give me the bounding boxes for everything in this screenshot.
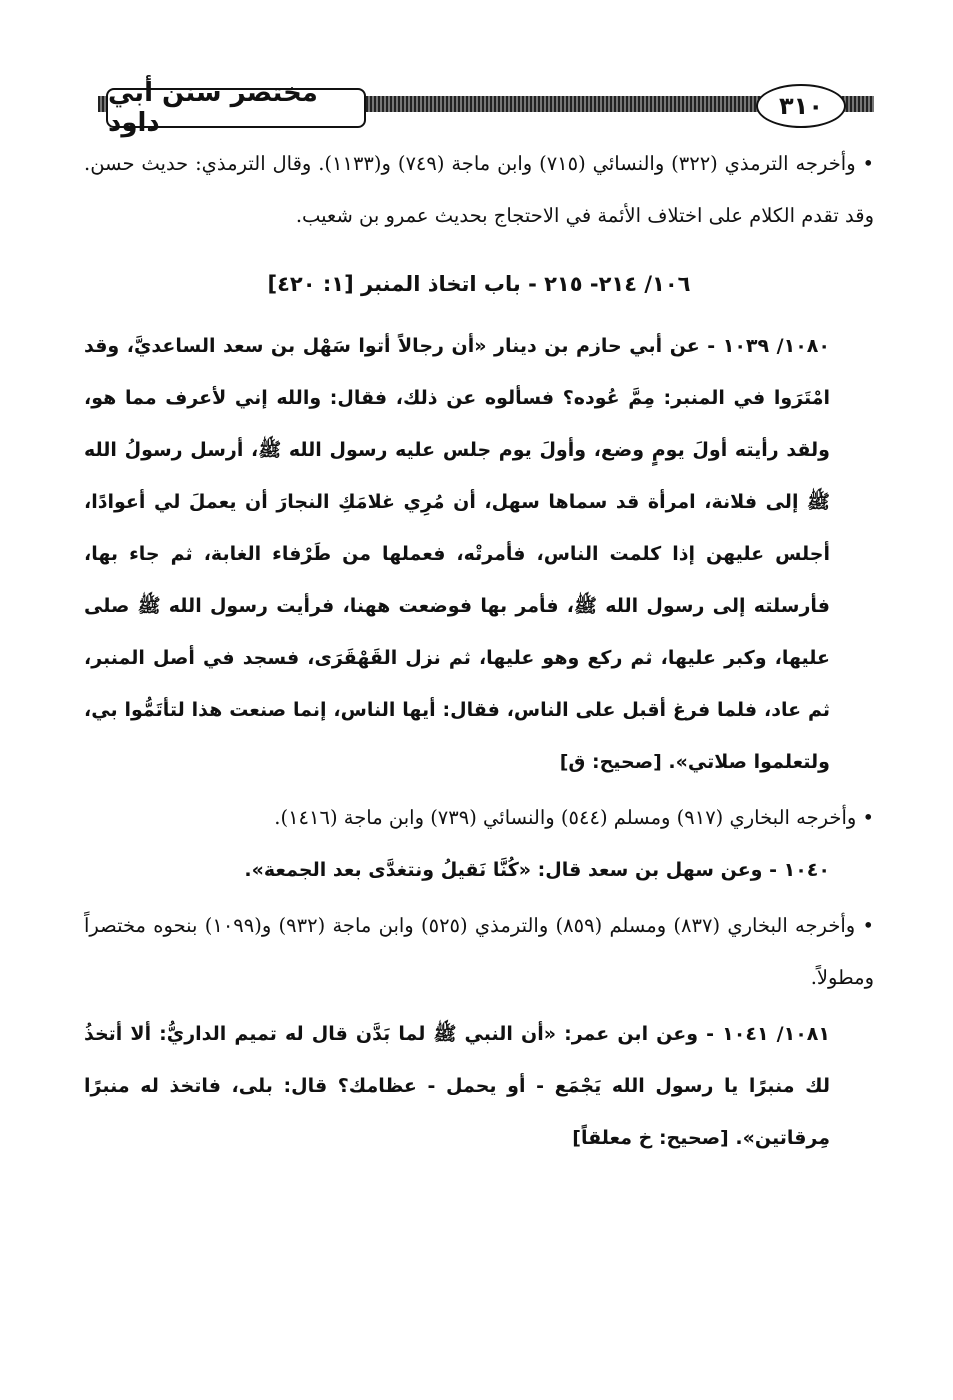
chapter-heading: ١٠٦/ ٢١٤- ٢١٥ - باب اتخاذ المنبر [١: ٤٢٠] (267, 272, 691, 296)
hadith-text: ١٠٤٠ - وعن سهل بن سعد قال: «كُنَّا نَقيلُ ونتغدَّى بعد الجمعة». (244, 859, 830, 881)
takhrij-note: • وأخرجه البخاري (٨٣٧) ومسلم (٨٥٩) والترمذي (٥٢٥) وابن ماجة (٩٣٢) و(١٠٩٩) بنحوه مختصراً ومطولاً. (84, 900, 874, 1004)
book-title: مختصر سنن أبي داود (106, 88, 366, 128)
hadith-text: ١٠٨١/ ١٠٤١ - وعن ابن عمر: «أن النبي ﷺ لما بَدَّن قال له تميم الداريُّ: ألا أتخذُ لك منبرًا يا رسول الله يَجْمَع - أو يحمل - عظامك؟ قال: بلى، فاتخذ له منبرًا مِرقاتين». [صحيح: خ معلقاً] (84, 1023, 830, 1149)
page-body (84, 138, 874, 1164)
page-header (98, 78, 874, 138)
page-number: ٣١٠ (756, 84, 846, 128)
takhrij-note: • وأخرجه الترمذي (٣٢٢) والنسائي (٧١٥) وابن ماجة (٧٤٩) و(١١٣٣). وقال الترمذي: حديث حسن. وقد تقدم الكلام على اختلاف الأئمة في الاحتجاج بحديث عمرو بن شعيب. (84, 138, 874, 242)
hadith-text: ١٠٨٠/ ١٠٣٩ - عن أبي حازم بن دينار «أن رجالاً أتوا سَهْل بن سعد الساعديَّ، وقد امْتَرَوا في المنبر: مِمَّ عُوده؟ فسألوه عن ذلك، فقال: والله إني لأعرف مما هو، ولقد رأيته أولَ يومٍ وضع، وأولَ يوم جلس عليه رسول الله ﷺ، أرسل رسولُ الله ﷺ إلى فلانة، امرأة قد سماها سهل، أن مُرِي غلامَكِ النجارَ أن يعملَ لي أعوادًا، أجلس عليهن إذا كلمت الناس، فأمرتْه، فعملها من طَرْفاء الغابة، ثم جاء بها، فأرسلته إلى رسول الله ﷺ، فأمر بها فوضعت ههنا، فرأيت رسول الله ﷺ صلى عليها، وكبر عليها، ثم ركع وهو عليها، ثم نزل القَهْقَرَى، فسجد في أصل المنبر، ثم عاد، فلما فرغ أقبل على الناس، فقال: أيها الناس، إنما صنعت هذا لتأتَمُّوا بي، ولتعلموا صلاتي». [صحيح: ق] (84, 335, 830, 773)
takhrij-note: • وأخرجه البخاري (٩١٧) ومسلم (٥٤٤) والنسائي (٧٣٩) وابن ماجة (١٤١٦). (84, 792, 874, 844)
